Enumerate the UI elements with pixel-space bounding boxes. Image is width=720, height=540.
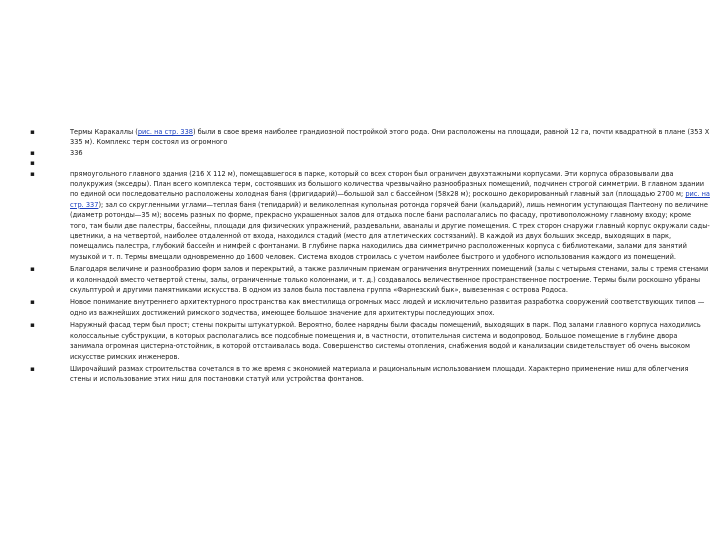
bullet-icon: ▪ [30, 298, 35, 307]
item-text: Новое понимание внутреннего архитектурного пространства как вместилища огромных масс людей и исключительно развитая разработка сооружений соответствующих типов — одно из важнейших достижений римского зодчества, имеющее большое значение для архитектуры последующих эпох. [70, 298, 705, 317]
bullet-list [30, 127, 710, 385]
bullet-icon: ▪ [30, 148, 35, 157]
figure-link[interactable]: рис. на стр. 337 [70, 190, 710, 209]
list-item [30, 127, 710, 148]
item-text-before: Термы Каракаллы ( [70, 128, 138, 136]
list-item [30, 264, 710, 295]
item-text: Благодаря величине и разнообразию форм залов и перекрытий, а также различным приемам ограничения внутренних помещений (залы с четырьмя стенами, залы с тремя стенами и колоннадой вместо четвертой стены, залы, ограниченные только колоннами, и т. д.) создавалось величественное пространственное построение. Термы были роскошно убраны скульптурой и другими памятниками искусства. В одном из залов была поставлена группа «Фарнезский бык», вывезенная с острова Родоса. [70, 265, 709, 295]
bullet-icon: ▪ [30, 321, 35, 330]
item-text-after: ) были в свое время наиболее грандиозной постройкой этого рода. Они расположены на площади, равной 12 га, почти квадратной в плане (353 X 335 м). Комплекс терм состоял из огромного [70, 128, 710, 147]
item-text-before: прямоугольного главного здания (216 X 112 м), помещавшегося в парке, который со всех сторон был ограничен двухэтажными корпусами. Эти корпуса образовывали два полукружия (экседры). План всего комплекса терм, состоявших из большого количества чрезвычайно разнообразных помещений, подчинен строгой симметрии. В главном здании по единой оси последовательно расположены холодная баня (фригидарий)—большой зал с бассейном (58x28 м); роскошно декорированный главный зал (площадью 2700 м; [70, 169, 705, 199]
item-text: Широчайший размах строительства сочетался в то же время с экономией материала и рациональным использованием площади. Характерно применение ниш для облегчения стены и использование этих ниш для постановки статуй или устройства фонтанов. [70, 364, 689, 384]
list-item [30, 297, 710, 318]
bullet-icon: ▪ [30, 128, 35, 136]
document-body [30, 127, 710, 385]
bullet-icon: ▪ [30, 265, 35, 274]
list-item [30, 320, 710, 362]
bullet-icon: ▪ [30, 159, 35, 168]
figure-link[interactable]: рис. на стр. 338 [137, 128, 193, 136]
list-item [30, 169, 710, 263]
item-text: Наружный фасад терм был прост; стены покрыты штукатуркой. Вероятно, более нарядны были фасады помещений, выходящих в парк. Под залами главного корпуса находились колоссальные субструкции, в которых располагались все подсобные помещения и, в частности, отопительная система и водопровод. Большое помещение в глубине двора занимала огромная цистерна-отстойник, в которой отстаивалась вода. Совершенство системы отопления, снабжения водой и канализации свидетельствует об очень высоком искусстве римских инженеров. [70, 321, 701, 361]
bullet-icon: ▪ [30, 364, 35, 373]
list-item-empty [30, 158, 710, 168]
list-item [30, 148, 710, 158]
bullet-icon: ▪ [30, 169, 35, 178]
page-number-text: 336 [70, 148, 83, 157]
item-text-after: ); зал со скругленными углами—теплая баня (тепидарий) и великолепная купольная ротонда горячей бани (кальдарий), лишь немногим уступающая Пантеону по величине (диаметр ротонды—35 м); восемь разных по форме, прекрасно украшенных залов для отдыха после бани располагались по фасаду, противоположному главному входу; кроме того, там были две палестры, бассейны, площади для физических упражнений, раздевальни, аваналы и другие помещения. С трех сторон снаружи главный корпус окружали сады-цветники, а на четвертой, наиболее отдаленной от входа, находился стадий (место для атлетических состязаний). В каждой из двух больших экседр, выходящих в парк, помещались палестра, глубокий бассейн и нимфей с фонтанами. В глубине парка находились два симметрично расположенных корпуса с библиотеками, залами для занятий музыкой и т. п. Термы вмещали одновременно до 1600 человек. Система входов строилась с учетом наиболее быстрого и удобного использования каждого из помещений. [70, 200, 710, 261]
list-item [30, 364, 710, 385]
